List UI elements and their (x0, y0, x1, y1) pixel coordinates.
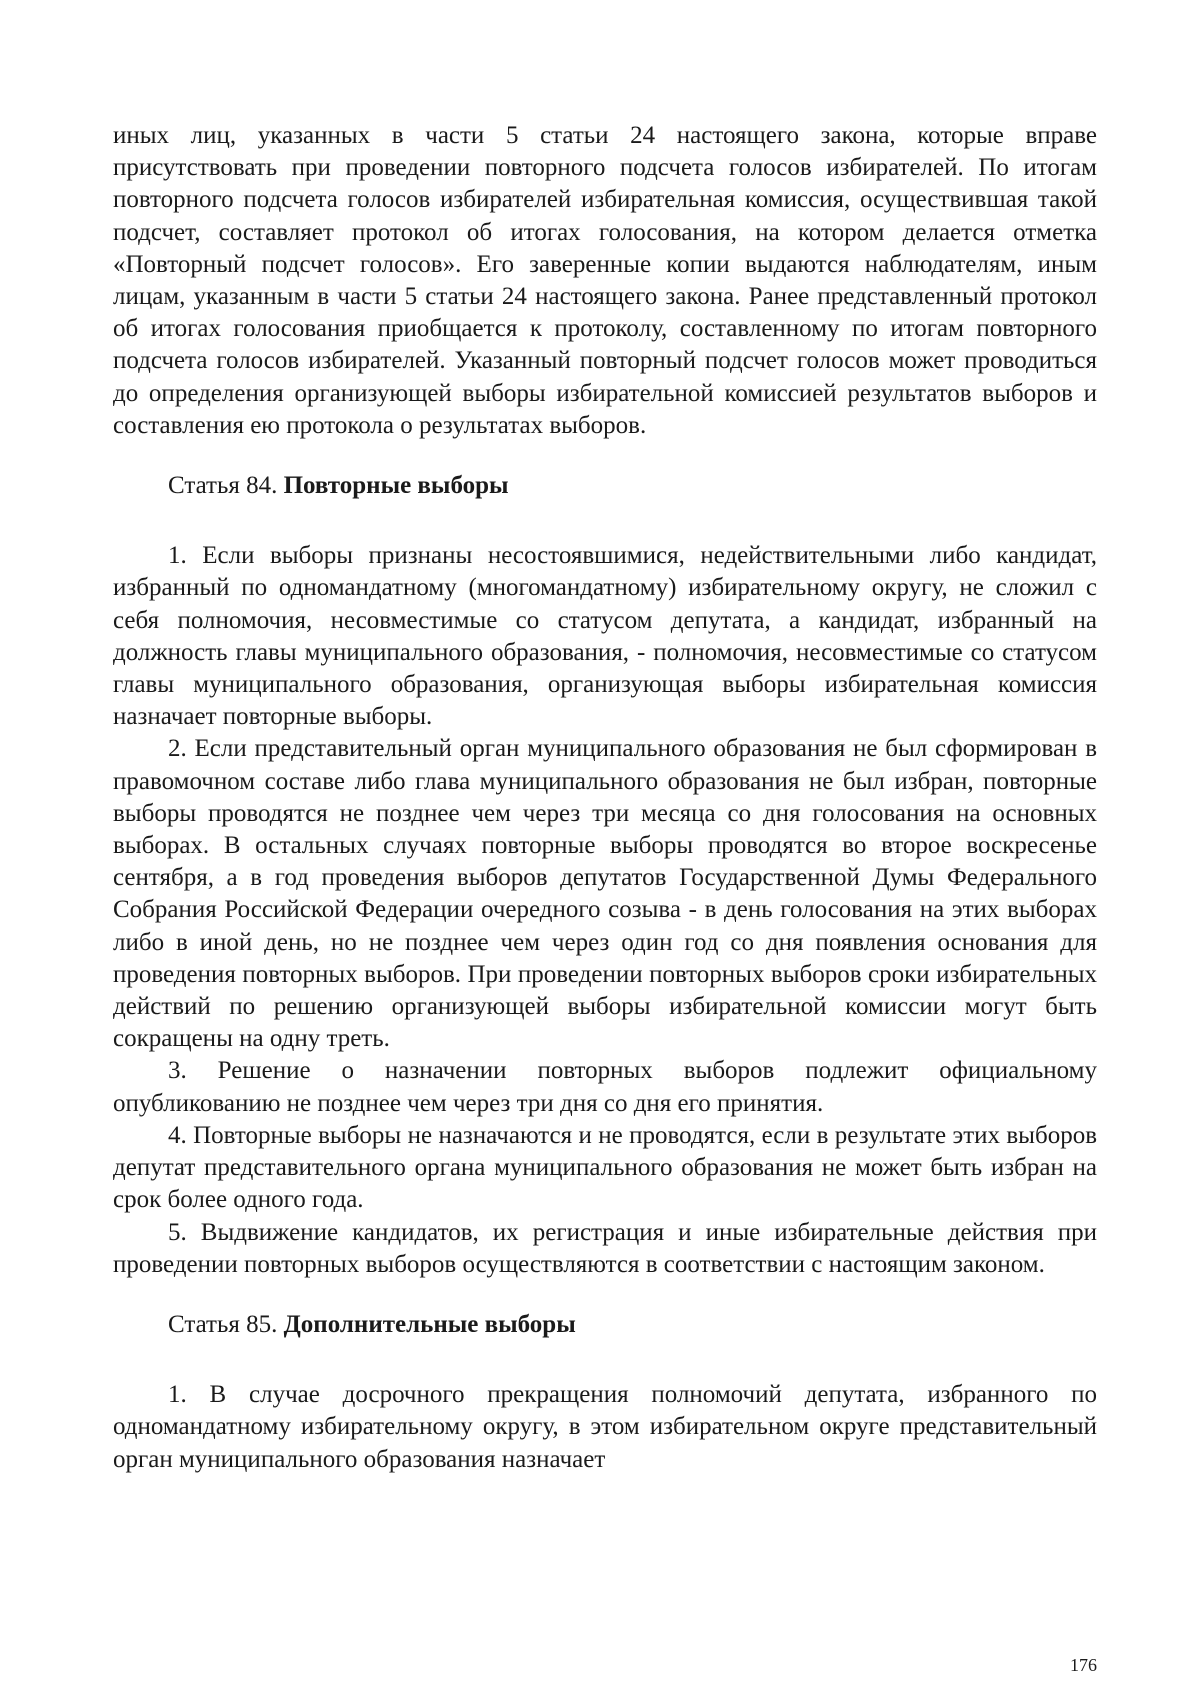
article-84-item-3: 3. Решение о назначении повторных выборов подлежит официальному опубликованию не позднее чем через три дня со дня его принятия. (113, 1057, 1097, 1117)
article-84-item-2: 2. Если представительный орган муниципального образования не был сформирован в правомочном составе либо глава муниципального образования не был избран, повторные выборы проводятся не позднее чем через три месяца со дня голосования на основных выборах. В остальных случаях повторные выборы проводятся во второе воскресенье сентября, а в год проведения выборов депутатов Государственной Думы Федерального Собрания Российской Федерации очередного созыва - в день голосования на этих выборах либо в иной день, но не позднее чем через один год со дня появления основания для проведения повторных выборов. При проведении повторных выборов сроки избирательных действий по решению организующей выборы избирательной комиссии могут быть сокращены на одну треть. (113, 735, 1097, 1053)
article-85-prefix: Статья 85. (168, 1310, 284, 1338)
article-85-title: Дополнительные выборы (283, 1310, 576, 1338)
article-84-heading (168, 470, 1097, 502)
article-84-item-1: 1. Если выборы признаны несостоявшимися, недействительными либо кандидат, избранный по одномандатному (многомандатному) избирательному округу, не сложил с себя полномочия, несовместимые со статусом депутата, а кандидат, избранный на должность главы муниципального образования, - полномочия, несовместимые со статусом главы муниципального образования, организующая выборы избирательная комиссия назначает повторные выборы. (113, 542, 1097, 731)
article-84-prefix: Статья 84. (168, 472, 284, 500)
page-number: 176 (1070, 1655, 1097, 1675)
article-84-title: Повторные выборы (283, 472, 509, 500)
document-body (113, 120, 1097, 1476)
paragraph-intro: иных лиц, указанных в части 5 статьи 24 настоящего закона, которые вправе присутствовать при проведении повторного подсчета голосов избирателей. По итогам повторного подсчета голосов избирателей избирательная комиссия, осуществившая такой подсчет, составляет протокол об итогах голосования, на котором делается отметка «Повторный подсчет голосов». Его заверенные копии выдаются наблюдателям, иным лицам, указанным в части 5 статьи 24 настоящего закона. Ранее представленный протокол об итогах голосования приобщается к протоколу, составленному по итогам повторного подсчета голосов избирателей. Указанный повторный подсчет голосов может проводиться до определения организующей выборы избирательной комиссией результатов выборов и составления ею протокола о результатах выборов. (113, 122, 1097, 439)
article-84-item-5: 5. Выдвижение кандидатов, их регистрация и иные избирательные действия при проведении повторных выборов осуществляются в соответствии с настоящим законом. (113, 1218, 1097, 1278)
article-85-heading (168, 1309, 1097, 1341)
article-84-item-4: 4. Повторные выборы не назначаются и не проводятся, если в результате этих выборов депутат представительного органа муниципального образования не может быть избран на срок более одного года. (113, 1121, 1097, 1214)
article-85-item-1: 1. В случае досрочного прекращения полномочий депутата, избранного по одномандатному избирательному округу, в этом избирательном округе представительный орган муниципального образования назначает (113, 1381, 1097, 1473)
